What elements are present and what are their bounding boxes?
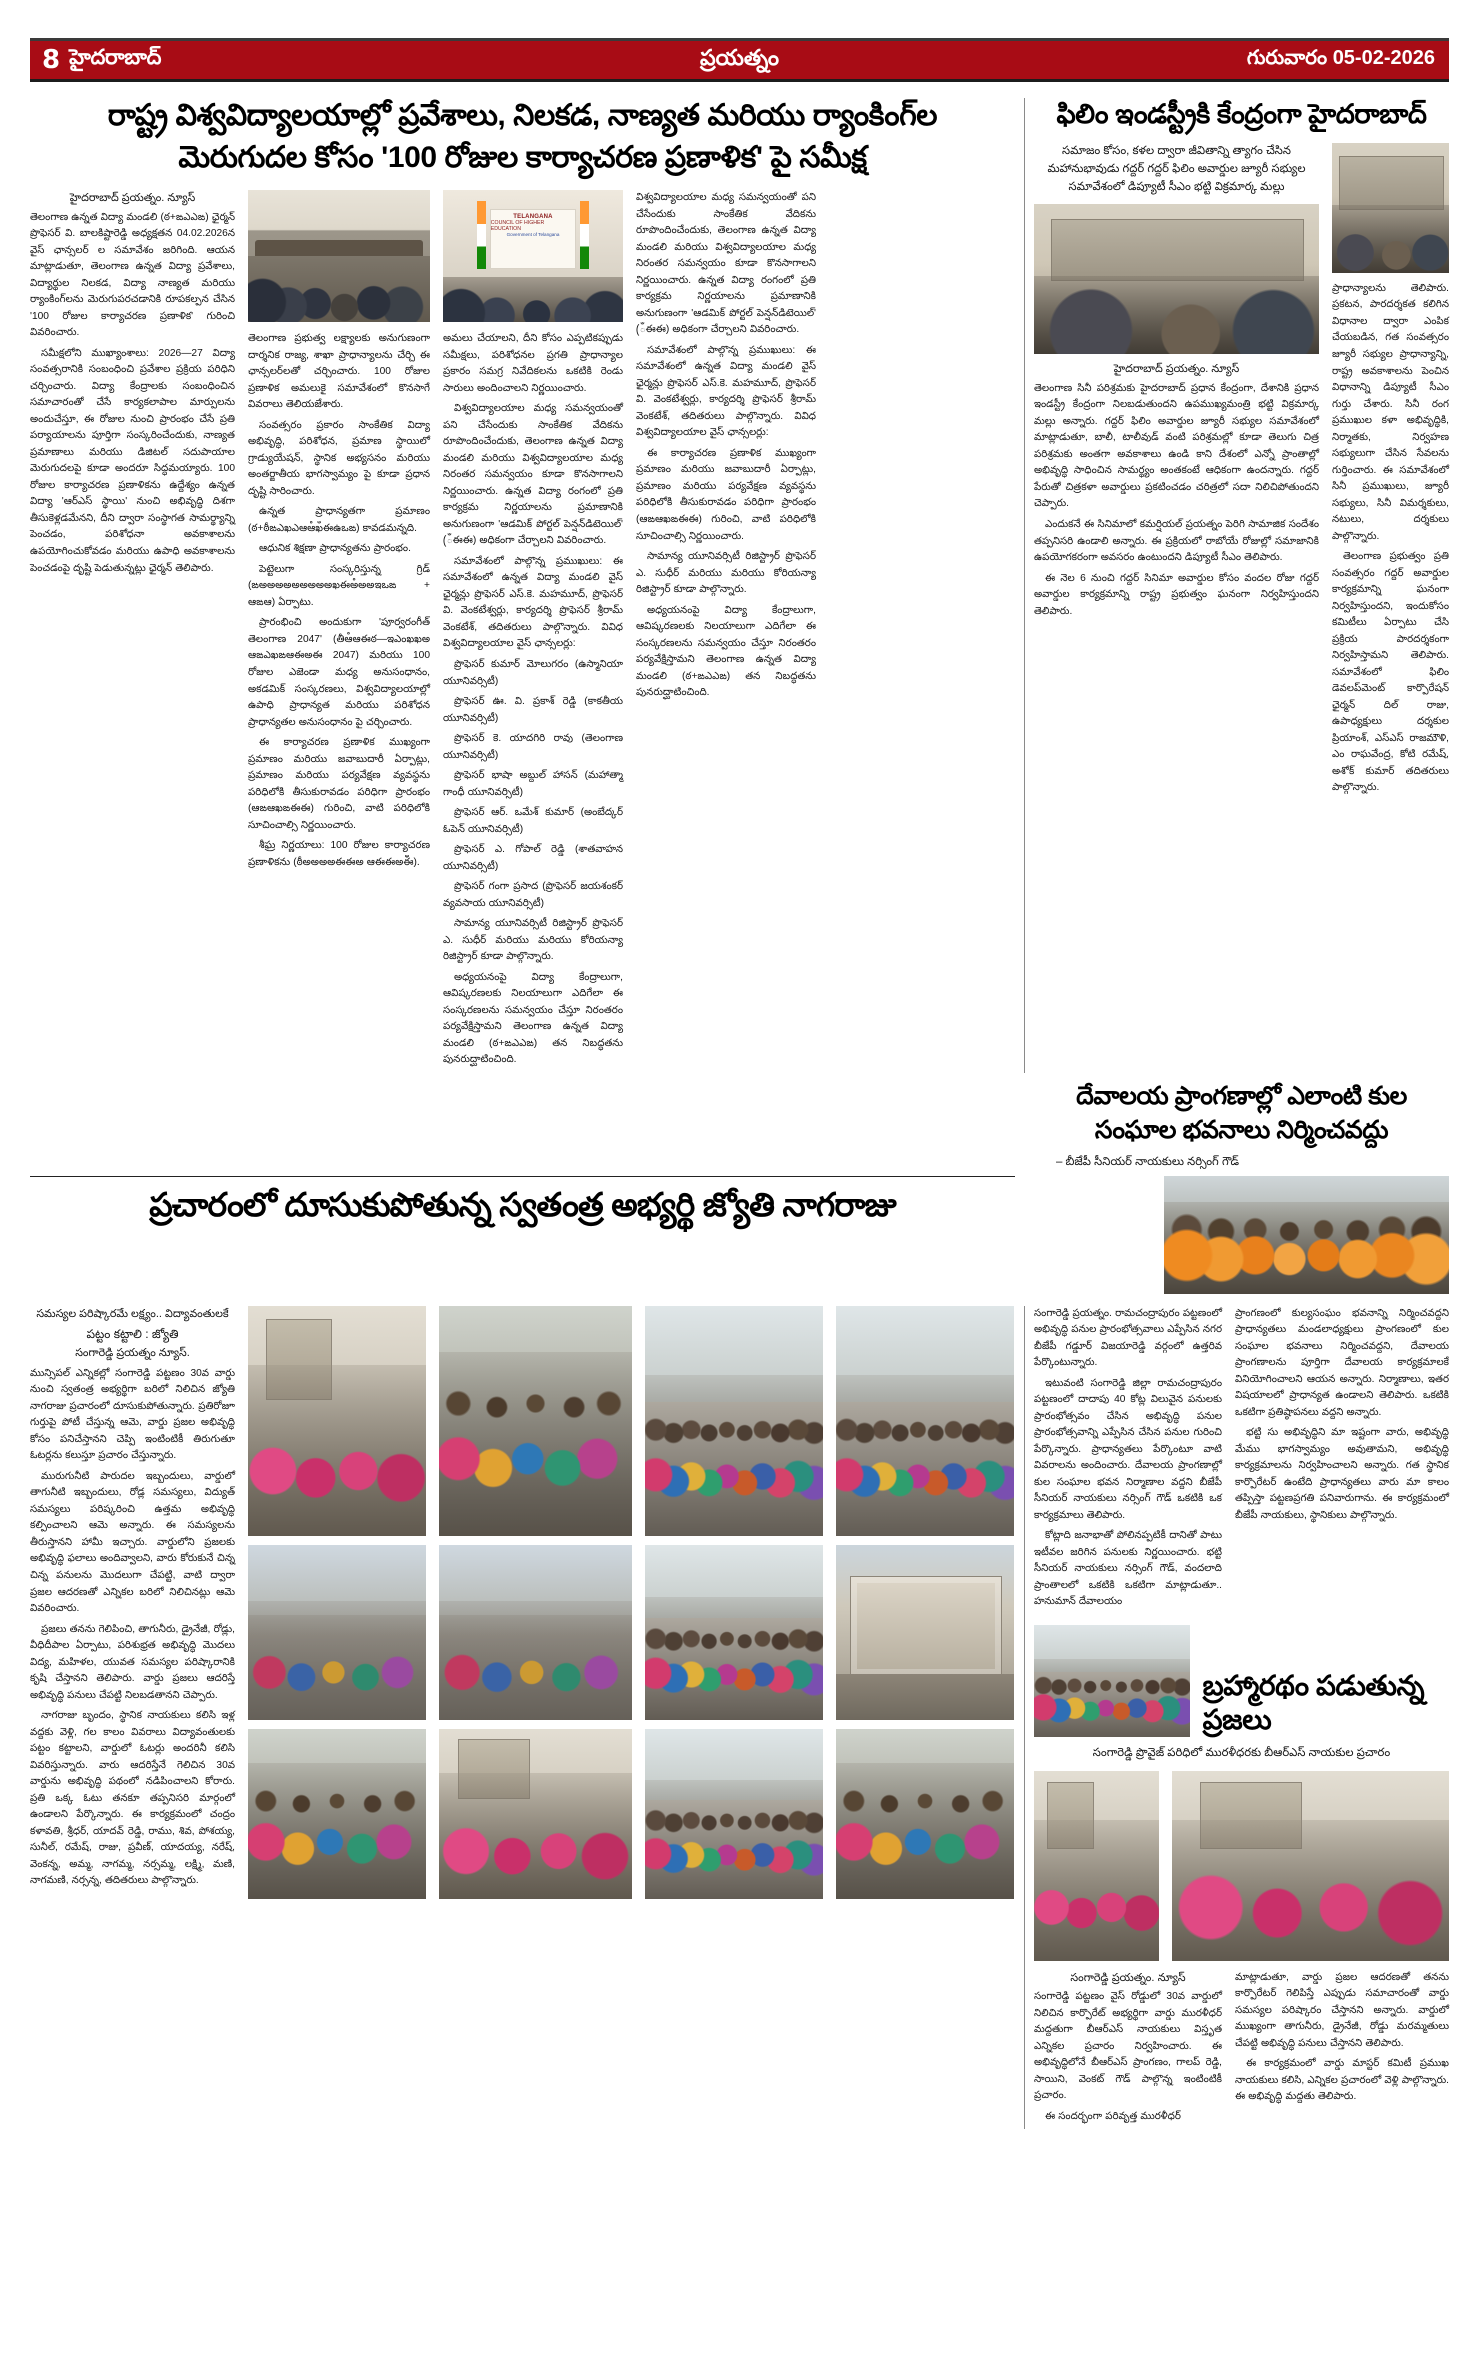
story-candidate bbox=[30, 1176, 1015, 1294]
story-temple-deck: – బీజేపీ సీనియర్ నాయకులు నర్సింగ్ గౌడ్ bbox=[1055, 1155, 1239, 1168]
paragraph: సంవత్సరం ప్రకారం సాంకేతిక విద్యా అభివృద్ధి, పరిశోధన, ప్రమాణ స్థాయిలో గ్రాడ్యుయేషన్, స్థానిక అభ్యసనం మరియు అంతర్జాతీయ భాగస్వామ్యం పై కూడా ప్రధాన దృష్టి సారించారు. bbox=[248, 419, 430, 497]
story-film-left bbox=[1034, 143, 1319, 801]
photo-brs-campaign-2 bbox=[1172, 1771, 1449, 1961]
paragraph: ఉన్నత ప్రాధాన్యతగా ప్రమాణం (ఠ+ఠీఙఎఖఎఆఆఄఖఀఈఉఒఙ) కావడమన్నది. bbox=[248, 506, 430, 534]
story-main-photo-column bbox=[248, 190, 623, 1073]
story-brahma-headline: బ్రహ్మారథం పడుతున్న ప్రజలు bbox=[1202, 1669, 1425, 1735]
banner-text-block: TELANGANA COUNCIL OF HIGHER EDUCATION Government of Telangana bbox=[490, 209, 576, 270]
paragraph: మురుగునీటి పారుదల ఇబ్బందులు, వార్డులో తాగునీటి ఇబ్బందులు, రోడ్ల సమస్యలు, విద్యుత్ సమస్యలు పరిష్కరించి ఉత్తమ అభివృద్ధి కల్పించాలని ఆమె అన్నారు. ఈ సమస్యలను తీరుస్తానని హామీ ఇచ్చారు. వార్డులోని ప్రజలకు అభివృద్ధి ఫలాలు అందివ్వాలని, వారు కోరుకునే చిన్న చిన్న పనులను మొదలుగా చేపట్టి, వాటి ద్వారా ప్రజల ఆదరణతో ఎన్నికల బరిలో నిలిచినట్లు ఆమె వివరించారు. bbox=[30, 1470, 235, 1615]
paragraph: మాట్లాడుతూ, వార్డు ప్రజల ఆదరణతో తనను కార్పొరేటర్ గెలిపిస్తే ఎప్పుడు సమాచారంతో వార్డు సమస్యల పరిష్కారం చేస్తానని అన్నారు. వార్డులో ముఖ్యంగా తాగునీరు, డ్రైనేజీ, రోడ్డు మరమ్మతులు చేపట్టి అభివృద్ధి పనులు చేస్తానని తెలిపారు. bbox=[1235, 1971, 1449, 2049]
story-candidate-deck-line1: సమస్యల పరిష్కారమే లక్ష్యం.. విద్యావంతులకే bbox=[36, 1307, 229, 1320]
paragraph: సమావేశంలో పాల్గొన్న ప్రముఖులు: ఈ సమావేశంలో ఉన్నత విద్యా మండలి వైస్ ఛైర్మన్లు ప్రొఫెసర్ ఎస్.కె. మహమూద్, ప్రొఫెసర్ వి. వెంకటేశ్వర్లు, కార్యదర్శి ప్రొఫెసర్ శ్రీరామ్ వెంకటేశ్, తదితరులు పాల్గొన్నారు. వివిధ విశ్వవిద్యాలయాల వైస్ ఛాన్సలర్లు: bbox=[443, 555, 623, 650]
story-main bbox=[30, 98, 1015, 1073]
story-temple-column-2 bbox=[1235, 1306, 1449, 1615]
indian-flag-right-icon bbox=[580, 201, 589, 270]
photo-vc-meeting-1 bbox=[248, 190, 430, 322]
story-temple bbox=[1034, 1081, 1449, 1172]
story-temple-column-1 bbox=[1034, 1306, 1222, 1615]
photo-tgche-banner bbox=[443, 190, 623, 322]
paragraph: నాగరాజు బృందం, స్థానిక నాయకులు కలిసి ఇళ్ల వద్దకు వెళ్లి, గల కాలం వివరాలు విద్యావంతులకు పట్టం కట్టాలని, వార్డులో ఓటర్లు అందరినీ కలిసి వివరిస్తున్నారు. వారు ఆదరిస్తేనే గెలిచిన 30వ వార్డును అభివృద్ధి పథంలో నడిపించాలని కోరారు. ప్రతి ఒక్క ఓటు తనకూ తప్పనిసరి మార్గంలో ఉండాలని పేర్కొన్నారు. ఈ కార్యక్రమంలో చంద్రం కళావతి, శ్రీధర్, యాదవ్ రెడ్డి, రాము, శివ, పోశయ్య, సునీల్, రమేష్, రాజు, ప్రవీణ్, యాదయ్య, నరేష్, వెంకన్న, అమ్మ, నాగమ్మ, నర్సమ్మ, లక్ష్మి, మణి, నాగమణి, నర్సన్న, తదితరులు పాల్గొన్నారు. bbox=[30, 1710, 235, 1887]
paragraph: విశ్వవిద్యాలయాల మధ్య సమన్వయంతో పని చేసేందుకు సాంకేతిక వేదికను రూపొందించేందుకు, తెలంగాణ ఉన్నత విద్యా మండలి మరియు విశ్వవిద్యాలయాల మధ్య నిరంతర సమన్వయం కూడా కొనసాగాలని నిర్ణయించారు. ఉన్నత విద్యా రంగంలో ప్రతి కార్యక్రమ నిర్ణయాలను ప్రమాణానికి అనుగుణంగా 'ఆడమిక్ పోర్టల్ పెన్షన్‌డిటెయిల్' (ఀఈఈ) అధికంగా చేర్చాలని వివరించారు. bbox=[443, 403, 623, 547]
paragraph: ఈ కార్యక్రమంలో వార్డు మాస్టర్ కమిటీ ప్రముఖ నాయకులు కలిసి, ఎన్నికల ప్రచారంలో వెళ్లి పాల్గొన్నారు. ఈ అభివృద్ధి మద్దతు తెలిపారు. bbox=[1235, 2058, 1449, 2103]
paragraph: తెలంగాణ ప్రభుత్వం ప్రతి సంవత్సరం గద్దర్ అవార్డుల కార్యక్రమాన్ని ఘనంగా నిర్వహిస్తుందని, ఇందుకోసం కమిటీలు ఏర్పాటు చేసి ప్రక్రియ పారదర్శకంగా నిర్వహిస్తామని తెలిపారు. సమావేశంలో ఫిలిం డెవలప్‌మెంట్ కార్పొరేషన్ ఛైర్మన్ దిల్ రాజు, ఉపాధ్యక్షులు దర్శకుల ప్రియాంశ్, ఎస్ఎస్ రాజమౌళి, ఎం రాఘవేంద్ర, కోటి రమేష్, అశోక్ కుమార్ తదితరులు పాల్గొన్నారు. bbox=[1332, 551, 1449, 794]
paragraph: భట్టి సు అభివృద్ధిని మా ఇష్టంగా వారు, అభివృద్ధి మేము భాగస్వామ్యం అవుతామని, అభివృద్ధి కార్యక్రమాలను నిర్వహించాలని అన్నారు. గత స్థానిక కార్పొరేటర్ ఉంటేది ప్రాధాన్యతలు వారు మా కాలం తప్పిస్తా పట్టణప్రగతి పనివారుగాను. ఈ కార్యక్రమంలో బీజేపీ నాయకులు, స్థానికులు పాల్గొన్నారు. bbox=[1235, 1427, 1449, 1521]
paragraph: ప్రొఫెసర్ ఎ. గోపాల్ రెడ్డి (శాతవాహన యూనివర్సిటీ) bbox=[443, 844, 623, 872]
masthead-date-label: గురువారం 05-02-2026 bbox=[1246, 46, 1435, 69]
story-main-dateline: హైదరాబాద్ ప్రయత్నం. న్యూస్ bbox=[69, 192, 196, 205]
photo-indoor-group bbox=[439, 1729, 632, 1899]
photo-campaign-group-2 bbox=[836, 1306, 1014, 1536]
paragraph: ప్రొఫెసర్ గంగా ప్రసాద (ప్రొఫెసర్ జయశంకర్ వ్యవసాయ యూనివర్సిటీ) bbox=[443, 881, 623, 909]
story-brahma-dateline: సంగారెడ్డి ప్రయత్నం. న్యూస్ bbox=[1070, 1971, 1186, 1984]
paragraph: సంగారెడ్డి ప్రయత్నం. రామచంద్రాపురం పట్టణంలో అభివృద్ధి పనుల ప్రారంభోత్సవాలు ఎప్పేసిన నగర బీజేపీ గడ్డూర్ విజయారెడ్డి వర్గంలో ఉత్తరివ పేర్కొంటున్నారు. bbox=[1034, 1307, 1222, 1369]
paragraph: మున్సిపల్ ఎన్నికల్లో సంగారెడ్డి పట్టణం 30వ వార్డు నుంచి స్వతంత్ర అభ్యర్థిగా బరిలో నిలిచిన జ్యోతి నాగరాజు ప్రచారంలో దూసుకుపోతున్నారు. ప్రతిరోజూ గుర్తుపై పోటీ చేస్తున్న ఆమె, వార్డు ప్రజల అభివృద్ధి కోసం పనిచేస్తానని చెప్పి ఇంటింటికీ తిరుగుతూ ఓటర్లను కలుస్తూ ప్రచారం చేస్తున్నారు. bbox=[30, 1367, 235, 1462]
paragraph: ఈ సందర్భంగా పరివృత్త మురళీధర్ bbox=[1045, 2110, 1181, 2122]
masthead-city-label: హైదరాబాద్ bbox=[69, 45, 162, 69]
photo-brs-group bbox=[1034, 1625, 1190, 1737]
photo-women-group-2 bbox=[248, 1729, 426, 1899]
paragraph: తెలంగాణ సినీ పరిశ్రమకు హైదరాబాద్ ప్రధాన కేంద్రంగా, దేశానికి ప్రధాన ఇండస్ట్రీ కేంద్రంగా నిలబడుతుందని ఉపముఖ్యమంత్రి భట్టి విక్రమార్క మల్లు అన్నారు. గద్దర్ ఫిలిం అవార్డుల జ్యూరీ సభ్యుల సమావేశంలో మాట్లాడుతూ, బాలీ, టాలీవుడ్ వంటి పరిశ్రమల్లో కూడా తెలుగు చిత్ర పరిశ్రమకు అంతగా అవకాశాలు ఉండి కాని దేశంలో ఎన్నో ప్రాంతాల్లో అభివృద్ధి సాధించిన సామర్థ్యం అంతకంటే ఆధికంగా ఉందన్నారు. గద్దర్ పేరుతో చిత్రకళా అవార్డులు ప్రకటించడం చరిత్రలో సదా నిలిచిపోతుందని చెప్పారు. bbox=[1034, 382, 1319, 510]
photo-campaign-group-1 bbox=[645, 1306, 823, 1536]
photo-campaign-group-3 bbox=[645, 1545, 823, 1720]
paragraph: కోట్లాది జనాభాతో పోలినప్పటికీ దానితో పాటు ఇటీవల జరిగిన పనులకు నిర్ణయించారు. భట్టి సీనియర్ నాయకులు నర్సింగ్ గౌడ్, వందలాది ప్రాంతాలలో ఒకటికి ఒకటిగా మాట్లాడుతూ.. హనుమాన్ దేవాలయం bbox=[1034, 1530, 1222, 1608]
paragraph: ఈ కార్యాచరణ ప్రణాళిక ముఖ్యంగా ప్రమాణం మరియు జవాబుదారీ ఏర్పాట్లు, ప్రమాణం మరియు పర్యవేక్షణ వ్యవస్థను పరిధిలోకి తీసుకురావడం పరిధిగా ప్రారంభం (ఆఙఆఖఙఈఈ) గురించి, వాటి పరిధిలోకి సూచించాల్సి నిర్ణయించారు. bbox=[248, 737, 430, 831]
photo-street-walk-1 bbox=[248, 1545, 426, 1720]
paragraph: ప్రజలు తనను గెలిపించి, తాగునీరు, డ్రైనేజీ, రోడ్లు, వీధిదీపాల ఏర్పాటు, పరిశుభ్రత అభివృద్ధి మొదలు విద్య, మహిళల, యువత సమస్యల పరిష్కారానికి కృషి చేస్తానని తెలిపారు. వార్డు ప్రజలు ఆదరిస్తే అభివృద్ధి పనులు చేపట్టి నిలబడతానని చెప్పారు. bbox=[30, 1623, 235, 1701]
paragraph: ఈ కార్యాచరణ ప్రణాళిక ముఖ్యంగా ప్రమాణం మరియు జవాబుదారీ ఏర్పాట్లు, ప్రమాణం మరియు పర్యవేక్షణ వ్యవస్థను పరిధిలోకి తీసుకురావడం పరిధిగా ప్రారంభం (ఆఙఆఖఙఈఈ) గురించి, వాటి పరిధిలోకి సూచించాల్సి నిర్ణయించారు. bbox=[636, 447, 816, 542]
story-candidate-column-1 bbox=[30, 1306, 235, 1899]
vertical-divider-2 bbox=[1024, 1306, 1025, 2130]
story-brahma-column-2 bbox=[1235, 1970, 1449, 2130]
masthead-brand-label: ప్రయత్నం bbox=[699, 44, 780, 70]
paragraph: ప్రొఫెసర్ భాషా అబ్దుల్ హాసన్ (మహాత్మా గాంధీ యూనివర్సిటీ) bbox=[443, 770, 623, 798]
story-film-deck: సమాజం కోసం, కళల ద్వారా జీవితాన్ని త్యాగం చేసిన మహానుభావుడు గద్దర్ గద్దర్ ఫిలిం అవార్డుల జ్యూరీ సభ్యుల సమావేశంలో డిప్యూటీ సీఎం భట్టి విక్రమార్క మల్లు bbox=[1047, 144, 1306, 193]
story-main-column-1 bbox=[30, 190, 235, 1073]
story-temple-headline-line1: దేవాలయ ప్రాంగణాల్లో ఎలాంటి కుల bbox=[1076, 1081, 1407, 1110]
indian-flag-left-icon bbox=[477, 201, 486, 270]
paragraph: ప్రాంగణంలో కుల్యసంఘం భవనాన్ని నిర్మించవద్దని ప్రాధాన్యతలు మండలాధ్యక్షులు ప్రాంగణంలో కుల సంఘాల భవనాలు నిర్మించవద్దని, దేవాలయ ప్రాంగణాలను పూర్తిగా దేవాలయ కార్యక్రమాలకే వినియోగించాలని ఆయన అన్నారు. నిర్మాణాలు, ఇతర విషయాలలో ప్రాధాన్యత ఉండాలని తెలిపారు. ఒకటికి ఒకటిగా ప్రతిష్ఠాపనలు వద్దని అన్నారు. bbox=[1235, 1307, 1449, 1418]
story-film-right bbox=[1332, 143, 1449, 801]
paragraph: విశ్వవిద్యాలయాల మధ్య సమన్వయంతో పని చేసేందుకు సాంకేతిక వేదికను రూపొందించేందుకు, తెలంగాణ ఉన్నత విద్యా మండలి మరియు విశ్వవిద్యాలయాల మధ్య నిరంతర సమన్వయం కూడా కొనసాగాలని నిర్ణయించారు. ఉన్నత విద్యా రంగంలో ప్రతి కార్యక్రమ నిర్ణయాలను ప్రమాణానికి అనుగుణంగా 'ఆడమిక్ పోర్టల్ పెన్షన్‌డిటెయిల్' (ఀఈఈ) అధికంగా చేర్చాలని వివరించారు. bbox=[636, 192, 816, 336]
story-temple-body bbox=[1034, 1306, 1449, 1615]
paragraph: ఈ నెల 6 నుంచి గద్దర్ సినిమా అవార్డుల కోసం వందల రోజు గద్దర్ అవార్డుల కార్యక్రమాన్ని రాష్ట్ర ప్రభుత్వం ఘనంగా నిర్వహిస్తుందని తెలిపారు. bbox=[1034, 572, 1319, 617]
page-number: 8 bbox=[42, 45, 61, 75]
paragraph: అధ్యయనంపై విద్యా కేంద్రాలుగా, ఆవిష్కరణలకు నిలయాలుగా ఎదిగేలా ఈ సంస్కరణలను సమన్వయం చేస్తూ నిరంతరం పర్యవేక్షిస్తామని తెలంగాణ ఉన్నత విద్యా మండలి (ఠ+ఙఎఎఙ) తన నిబద్ధతను పునరుద్ఘాటించింది. bbox=[636, 604, 816, 699]
paragraph: అధ్యయనంపై విద్యా కేంద్రాలుగా, ఆవిష్కరణలకు నిలయాలుగా ఎదిగేలా ఈ సంస్కరణలను సమన్వయం చేస్తూ నిరంతరం పర్యవేక్షిస్తామని తెలంగాణ ఉన్నత విద్యా మండలి (ఠ+ఙఎఎఙ) తన నిబద్ధతను పునరుద్ఘాటించింది. bbox=[443, 971, 623, 1066]
story-film bbox=[1034, 98, 1449, 1073]
paragraph: ఎందుకనే ఈ సినిమాలో కమర్షియల్ ప్రయత్నం పెరిగి సామాజిక సందేశం తప్పనిసరి ఉండాలి అన్నారు. ఈ ప్రక్రియలో రాబోయే రోజుల్లో సమాజానికి ఉపయోగకరంగా అవసరం ఉంటుందని డిప్యూటీ సీఎం తెలిపారు. bbox=[1034, 519, 1319, 564]
story-film-dateline: హైదరాబాద్ ప్రయత్నం. న్యూస్ bbox=[1113, 363, 1240, 376]
story-film-headline: ఫిలిం ఇండస్ట్రీకి కేంద్రంగా హైదరాబాద్ bbox=[1056, 99, 1427, 129]
masthead-bar bbox=[30, 38, 1449, 82]
photo-street-walk-2 bbox=[439, 1545, 632, 1720]
paragraph: సంగారెడ్డి పట్టణం వైస్ రోడ్డులో 30వ వార్డులో నిలిచిన కార్పొరేట్ అభ్యర్థిగా వార్డు మురళీధర్ మద్దతుగా బీఆర్ఎస్ నాయకులు విస్తృత ఎన్నికల ప్రచారం నిర్వహించారు. ఈ అభివృద్ధిలోనే బీఆర్ఎస్ ప్రాంగణం, గాలప్ రెడ్డి, సాయిని, వెంకట్ గౌడ్ పాల్గొన్న ఇంటింటికీ ప్రచారం. bbox=[1034, 1991, 1222, 2102]
paragraph: సామాన్య యూనివర్సిటీ రిజిస్ట్రార్ ప్రొఫెసర్ ఎ. సుధీర్ మరియు మరియు కోరియన్యా రిజిస్ట్రార్ కూడా పాల్గొన్నారు. bbox=[443, 918, 623, 963]
story-brahma bbox=[1034, 1625, 1449, 2129]
photo-brs-campaign-1 bbox=[1034, 1771, 1159, 1961]
story-temple-headline-line2: సంఘాల భవనాలు నిర్మించవద్దు bbox=[1094, 1116, 1389, 1145]
paragraph: తెలంగాణ ప్రభుత్వ లక్ష్యాలకు అనుగుణంగా దార్శనిక రాజ్య, శాఖా ప్రాధాన్యాలను చేర్చి ఈ ఛాన్సలర్‌లతో చర్చించారు. 100 రోజుల ప్రణాళిక అమలుకై సమావేశంలో కొనసాగే వివరాలు తెలియజేశారు. bbox=[248, 333, 430, 411]
story-brahma-column-1 bbox=[1034, 1970, 1222, 2130]
paragraph: ప్రొఫెసర్ కుమార్ మోలుగరం (ఉస్మానియా యూనివర్సిటీ) bbox=[443, 658, 623, 687]
story-temple-photo-wrap bbox=[1034, 1176, 1449, 1294]
paragraph: ఇటువంటి సంగారెడ్డి జిల్లా రామచంద్రాపురం పట్టణంలో దాదాపు 40 కోట్ల విలువైన పనులకు ప్రారంభోత్సవం చేసిన అభివృద్ధి పనుల ప్రారంభోత్సవాన్ని ఎప్పేసిన చేసిన పనుల గురించి పేర్కొన్నారు. ప్రాధాన్యతలు పేర్కొంటూ వాటి వివరాలను అందించారు. దేవాలయ ప్రాంగణాల్లో కుల సంఘాల భవన నిర్మాణాల వద్దని బీజేపీ సీనియర్ నాయకులు నర్సింగ్ గౌడ్ ఒకటికి ఒక కార్యక్రమాలు తెలిపారు. bbox=[1034, 1377, 1222, 1521]
paragraph: ప్రారంభించి అందుకుగా 'పూర్వరంగీత్ తెలంగాణ 2047' (తీఆఄఆఈఠ—ఇఎంఖఖఅ ఆఙఎఖఙఆఈఅఈ 2047) మరియు 100 రోజుల ఎజెండా మధ్య అనుసంధానం, అకడమిక్ సంస్కరణలు, విశ్వవిద్యాలయాల్లో ఉపాధి ప్రాధాన్యత మరియు పరిశోధన ప్రాధాన్యతల అనుసంధానం పై చర్చించారు. bbox=[248, 617, 430, 728]
story-main-headline-line1: రాష్ట్ర విశ్వవిద్యాలయాల్లో ప్రవేశాలు, నిలకడ, నాణ్యత మరియు ర్యాంకింగ్‌ల bbox=[107, 99, 938, 132]
story-candidate-deck-line2: పట్టం కట్టాలి : జ్యోతి bbox=[86, 1326, 179, 1341]
photo-jury-members bbox=[1332, 143, 1449, 273]
photo-building bbox=[836, 1545, 1014, 1720]
story-main-column-4 bbox=[636, 190, 816, 1073]
paragraph: ప్రొఫెసర్ కె. యాదగిరి రావు (తెలంగాణ యూనివర్సిటీ) bbox=[443, 733, 623, 761]
story-candidate-body bbox=[30, 1306, 1015, 2130]
photo-mosaic bbox=[248, 1306, 1015, 1899]
story-candidate-dateline: సంగారెడ్డి ప్రయత్నం న్యూస్. bbox=[75, 1347, 190, 1360]
masthead-wrapper bbox=[0, 0, 1479, 82]
paragraph: తెలంగాణ ఉన్నత విద్యా మండలి (ఠ+ఙఎఎఙ) ఛైర్మన్ ప్రొఫెసర్ వి. బాలకిష్టారెడ్డి అధ్యక్షతన 04.02.2026న వైస్ ఛాన్సలర్ ల సమావేశం జరిగింది. ఆయన మాట్లాడుతూ, తెలంగాణ ఉన్నత విద్యా ప్రవేశాలు, విద్యార్థుల నిలకడ, విద్యా నాణ్యత మరియు ర్యాంకింగ్‌లను మెరుగుపరచడానికి రూపకల్పన చేసిన '100 రోజుల కార్యాచరణ ప్రణాళిక' గురించి వివరించారు. bbox=[30, 211, 235, 339]
paragraph: ప్రాధాన్యాలను తెలిపారు. ప్రకటన, పారదర్శకత కలిగిన విధానాల ద్వారా ఎంపిక చేయబడిన, గత సంవత్సరం జ్యూరీ సభ్యుల ప్రాధాన్యాన్ని, రాష్ట్ర అవకాశాలను పెంచిన విధానాన్ని డిప్యూటీ సీఎం గుర్తు చేశారు. సినీ రంగ ప్రముఖుల కళా అభివృద్ధికి, నిర్మాతకు, నిర్వహణ సభ్యులుగా చేసిన సేవలను గుర్తించారు. ఈ సమావేశంలో సినీ ప్రముఖులు, జ్యూరీ సభ్యులు, సినీ విమర్శకులు, నటులు, దర్శకులు పాల్గొన్నారు. bbox=[1332, 282, 1449, 542]
story-main-headline-line2: మెరుగుదల కోసం '100 రోజుల కార్యాచరణ ప్రణాళిక' పై సమీక్ష bbox=[178, 140, 867, 174]
paragraph: ప్రొఫెసర్ ఊ. వి. ప్రకాశ్ రెడ్డి (కాకతీయ యూనివర్సిటీ) bbox=[443, 696, 623, 724]
paragraph: ఆధునిక శిక్షణా ప్రాధాన్యతను ప్రారంభం. bbox=[259, 543, 411, 555]
paragraph: సమావేశంలో పాల్గొన్న ప్రముఖులు: ఈ సమావేశంలో ఉన్నత విద్యా మండలి వైస్ ఛైర్మన్లు ప్రొఫెసర్ ఎస్.కె. మహమూద్, ప్రొఫెసర్ వి. వెంకటేశ్వర్లు, కార్యదర్శి ప్రొఫెసర్ శ్రీరామ్ వెంకటేశ్, తదితరులు పాల్గొన్నారు. వివిధ విశ్వవిద్యాలయాల వైస్ ఛాన్సలర్లు: bbox=[636, 344, 816, 439]
paragraph: పెట్టెలుగా సంస్కరిస్తున్న గ్రిడ్ (ఙఅఅఅఅఅఅఅఅఅఖఈఅఄఅఅఇఒఙ + ఆఙఆ) ఏర్పాటు. bbox=[248, 563, 430, 608]
paragraph: శీఘ్ర నిర్ణయాలు: 100 రోజుల కార్యాచరణ ప్రణాళికను (ఠీఅఅఅఅఈఈఅ ఆఈఈఅఈఀఀ). bbox=[248, 840, 430, 868]
story-main-column-2 bbox=[248, 331, 430, 1073]
paragraph: ప్రొఫెసర్ ఆర్. ఒమేశ్ కుమార్ (అంబేద్కర్ ఓపెన్ యూనివర్సిటీ) bbox=[443, 807, 623, 835]
photo-deputy-cm-meeting bbox=[1034, 204, 1319, 354]
story-brahma-deck: సంగారెడ్డి ప్రొవైజ్ పరిధిలో మురళీధరకు బీఆర్ఎస్ నాయకుల ప్రచారం bbox=[1092, 1746, 1391, 1759]
horizontal-rule bbox=[30, 1176, 1015, 1177]
story-main-column-3 bbox=[443, 331, 623, 1073]
photo-bjp-rally bbox=[1164, 1176, 1449, 1294]
paragraph: అమలు చేయాలని, దీని కోసం ఎప్పటికప్పుడు సమీక్షలు, పరిశోధనల ప్రగతి ప్రాధాన్యాల ప్రకారం సమగ్ర నివేదికలను ఒకటికి రెండు సారులు అందించాలని నిర్ణయించారు. bbox=[443, 333, 623, 394]
vertical-divider bbox=[1024, 98, 1025, 1073]
photo-campaign-group-4 bbox=[645, 1729, 823, 1899]
right-rail bbox=[1034, 1306, 1449, 2130]
spacer-left bbox=[30, 1081, 1015, 1172]
story-candidate-headline: ప్రచారంలో దూసుకుపోతున్న స్వతంత్ర అభ్యర్థి జ్యోతి నాగరాజు bbox=[149, 1185, 896, 1223]
photo-women-group bbox=[439, 1306, 632, 1536]
photo-indoor-meeting bbox=[248, 1306, 426, 1536]
paragraph: సామాన్య యూనివర్సిటీ రిజిస్ట్రార్ ప్రొఫెసర్ ఎ. సుధీర్ మరియు మరియు కోరియన్యా రిజిస్ట్రార్ కూడా పాల్గొన్నారు. bbox=[636, 551, 816, 596]
paragraph: సమీక్షలోని ముఖ్యాంశాలు: 2026—27 విద్యా సంవత్సరానికి సంబంధించి ప్రవేశాల ప్రక్రియ పరిధిని చర్చించారు. విద్యా కేంద్రాలకు సంబంధించిన సమాచారంతో చేసే కార్యకలాపాల మార్పులను అందుచేస్తూ, ఈ రోజుల నుంచి ప్రారంభం చేసే ప్రతి పర్యాయాలను పూర్తిగా సంస్కరించేందుకు, నాణ్యత ప్రమాణాలు మరియు డిజిటల్ సదుపాయాల మెరుగుదలపై కూడా అందరూ సిద్ధమయ్యారు. 100 రోజుల కార్యాచరణ ప్రణాళికను ఉద్దేశ్యం ఉన్నత విద్యా 'ఆర్ఎస్ స్థాయి' నుంచి అభివృద్ధి దిశగా తీసుకెళ్లడమేనని, దీని ద్వారా సంస్థాగత సామర్థ్యాన్ని పెంచడం, పరిశోధనా అవకాశాలను ఉపయోగించుకోవడం మరియు ఉపాధి అవకాశాలను పెంచడంపై దృష్టి పెడుతున్నట్లు ఛైర్మన్ తెలిపారు. bbox=[30, 347, 235, 574]
photo-women-group-3 bbox=[836, 1729, 1014, 1899]
